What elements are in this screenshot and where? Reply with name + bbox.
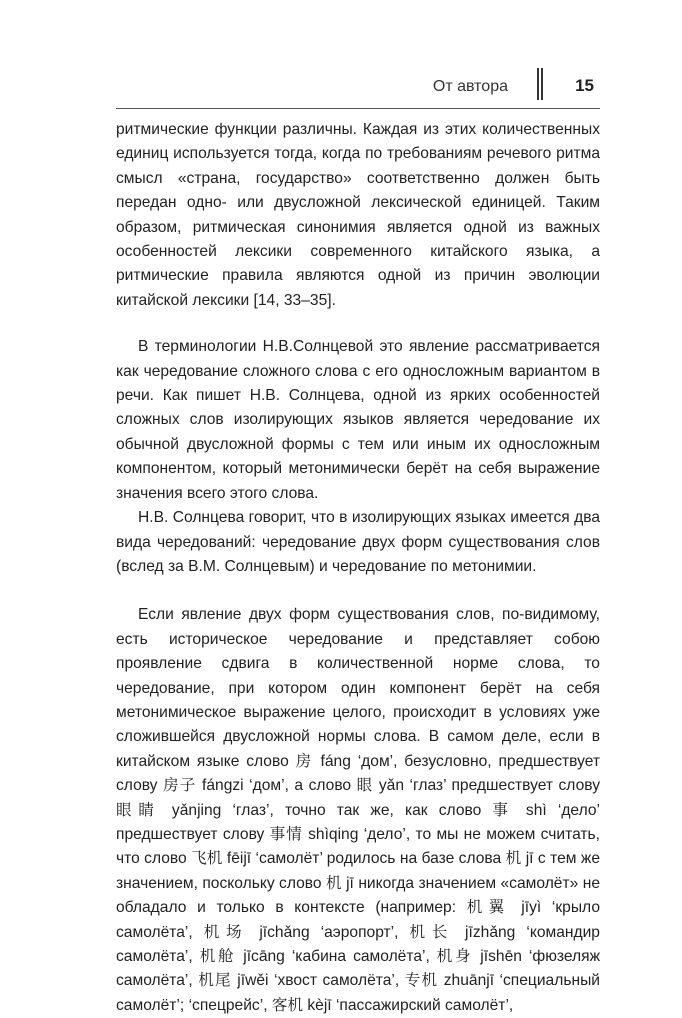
paragraph: В терминологии Н.В.Солнцевой это явление рассматривается как чередование сложного слова с его односложным вариантом в речи. Как пишет Н.В. Солнцева, одной из ярких особенностей сложных слов изолирующих языков является чередование их обычной двусложной формы с тем или иным их односложным компонентом, который метонимически берёт на себя выражение значения всего этого слова.	[116, 338, 600, 502]
header-rule	[116, 108, 600, 109]
paragraph: ритмические функции различны. Каждая из этих количественных единиц используется тогда, когда по требованиям речевого ритма смысл «страна, государство» соответственно должен быть передан одно- или двусложной лексической единицей. Таким образом, ритмическая синонимия является одной из важных особенностей лексики современного китайского языка, а ритмические правила являются одной из причин эволюции китайской лексики [14, 33–35].	[116, 121, 600, 309]
header-divider	[541, 68, 543, 100]
page-number: 15	[575, 76, 594, 95]
running-header	[116, 68, 600, 104]
running-title: От автора	[432, 78, 508, 95]
paragraph: Если явление двух форм существования слов, по-видимому, есть историческое чередование и представляет собою проявление сдвига в количественной норме слова, то чередование, при котором один компонент берёт на себя метонимическое выражение целого, происходит в условиях уже сложившейся двусложной нормы слова. В самом деле, если в китайском языке слово 房 fáng ‘дом’, безусловно, предшествует слову 房子 fángzi ‘дом’, а слово 眼 yǎn ‘глаз’ предшествует слову 眼睛 yǎnjing ‘глаз’, точно так же, как слово 事 shì ‘дело’ предшествует слову 事情 shìqing ‘дело’, то мы не можем считать, что слово 飞机 fēijī ‘самолёт’ родилось на базе слова 机 jī с тем же значением, поскольку слово 机 jī никогда значением «самолёт» не обладало и только в контексте (например: 机翼 jīyì ‘крыло самолёта’, 机场 jīchǎng ‘аэропорт’, 机长 jīzhǎng ‘командир самолёта’, 机舱 jīcāng ‘кабина самолёта’, 机身 jīshēn ‘фюзеляж самолёта’, 机尾 jīwěi ‘хвост самолёта’, 专机 zhuānjī ‘специальный самолёт’; ‘спецрейс’, 客机 kèjī ‘пассажирский самолёт’,	[116, 606, 600, 1014]
body-text	[116, 118, 600, 1018]
paragraph: Н.В. Солнцева говорит, что в изолирующих языках имеется два вида чередований: чередование двух форм существования слов (вслед за В.М. Солнцевым) и чередование по метонимии.	[116, 509, 600, 575]
header-divider	[537, 68, 539, 100]
